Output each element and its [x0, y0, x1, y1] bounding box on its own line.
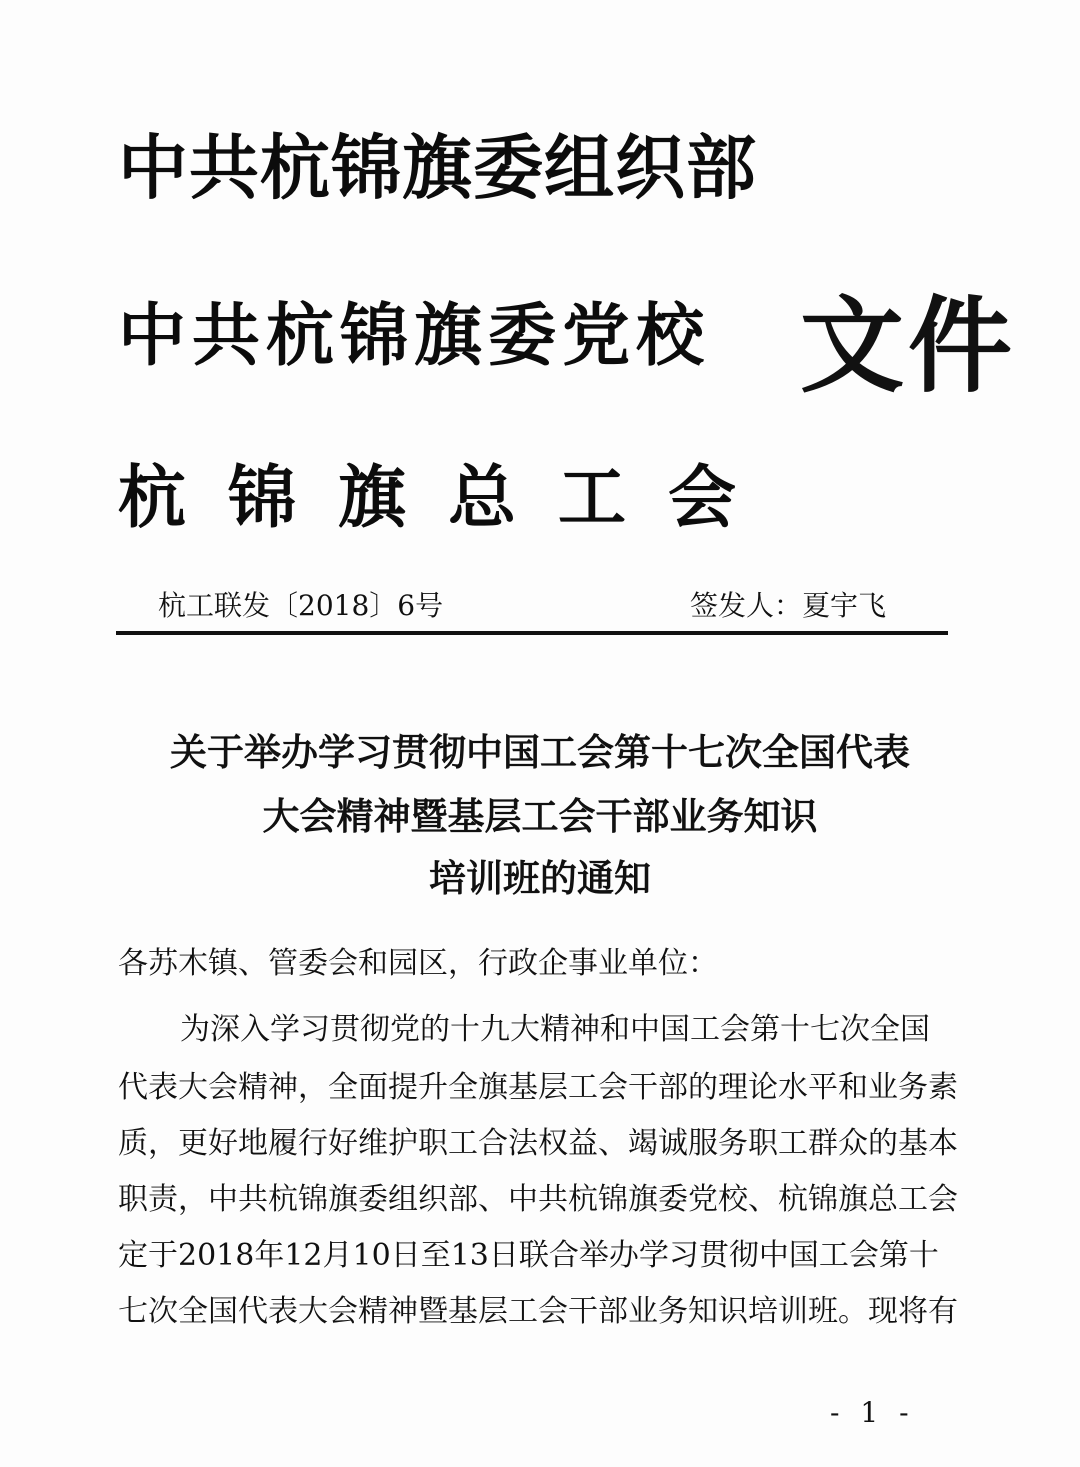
- document-number: 杭工联发〔2018〕6号: [158, 589, 444, 622]
- page-number: - 1 -: [830, 1396, 915, 1429]
- salutation: 各苏木镇、管委会和园区，行政企事业单位：: [118, 946, 718, 981]
- issuer-organization-department: 中共杭锦旗委组织部: [118, 127, 757, 209]
- body-text-line: 质，更好地履行好维护职工合法权益、竭诚服务职工群众的基本: [118, 1126, 958, 1161]
- body-text-line: 七次全国代表大会精神暨基层工会干部业务知识培训班。现将有: [118, 1294, 958, 1329]
- body-text-line: 代表大会精神，全面提升全旗基层工会干部的理论水平和业务素: [118, 1070, 958, 1105]
- document-title-line: 关于举办学习贯彻中国工会第十七次全国代表: [170, 730, 910, 774]
- issuer-federation-of-trade-unions: 杭锦旗总工会: [118, 459, 779, 538]
- signer: 签发人：夏宇飞: [690, 589, 887, 622]
- document-word: 文件: [800, 284, 1017, 407]
- document-title-line: 培训班的通知: [429, 856, 651, 900]
- body-text-line: 职责，中共杭锦旗委组织部、中共杭锦旗委党校、杭锦旗总工会: [118, 1182, 958, 1217]
- issuer-party-school: 中共杭锦旗委党校: [118, 297, 711, 376]
- header-divider: [116, 631, 948, 635]
- document-title-line: 大会精神暨基层工会干部业务知识: [262, 794, 818, 838]
- body-text-line: 为深入学习贯彻党的十九大精神和中国工会第十七次全国: [180, 1012, 930, 1047]
- body-text-line: 定于2018年12月10日至13日联合举办学习贯彻中国工会第十: [118, 1238, 939, 1273]
